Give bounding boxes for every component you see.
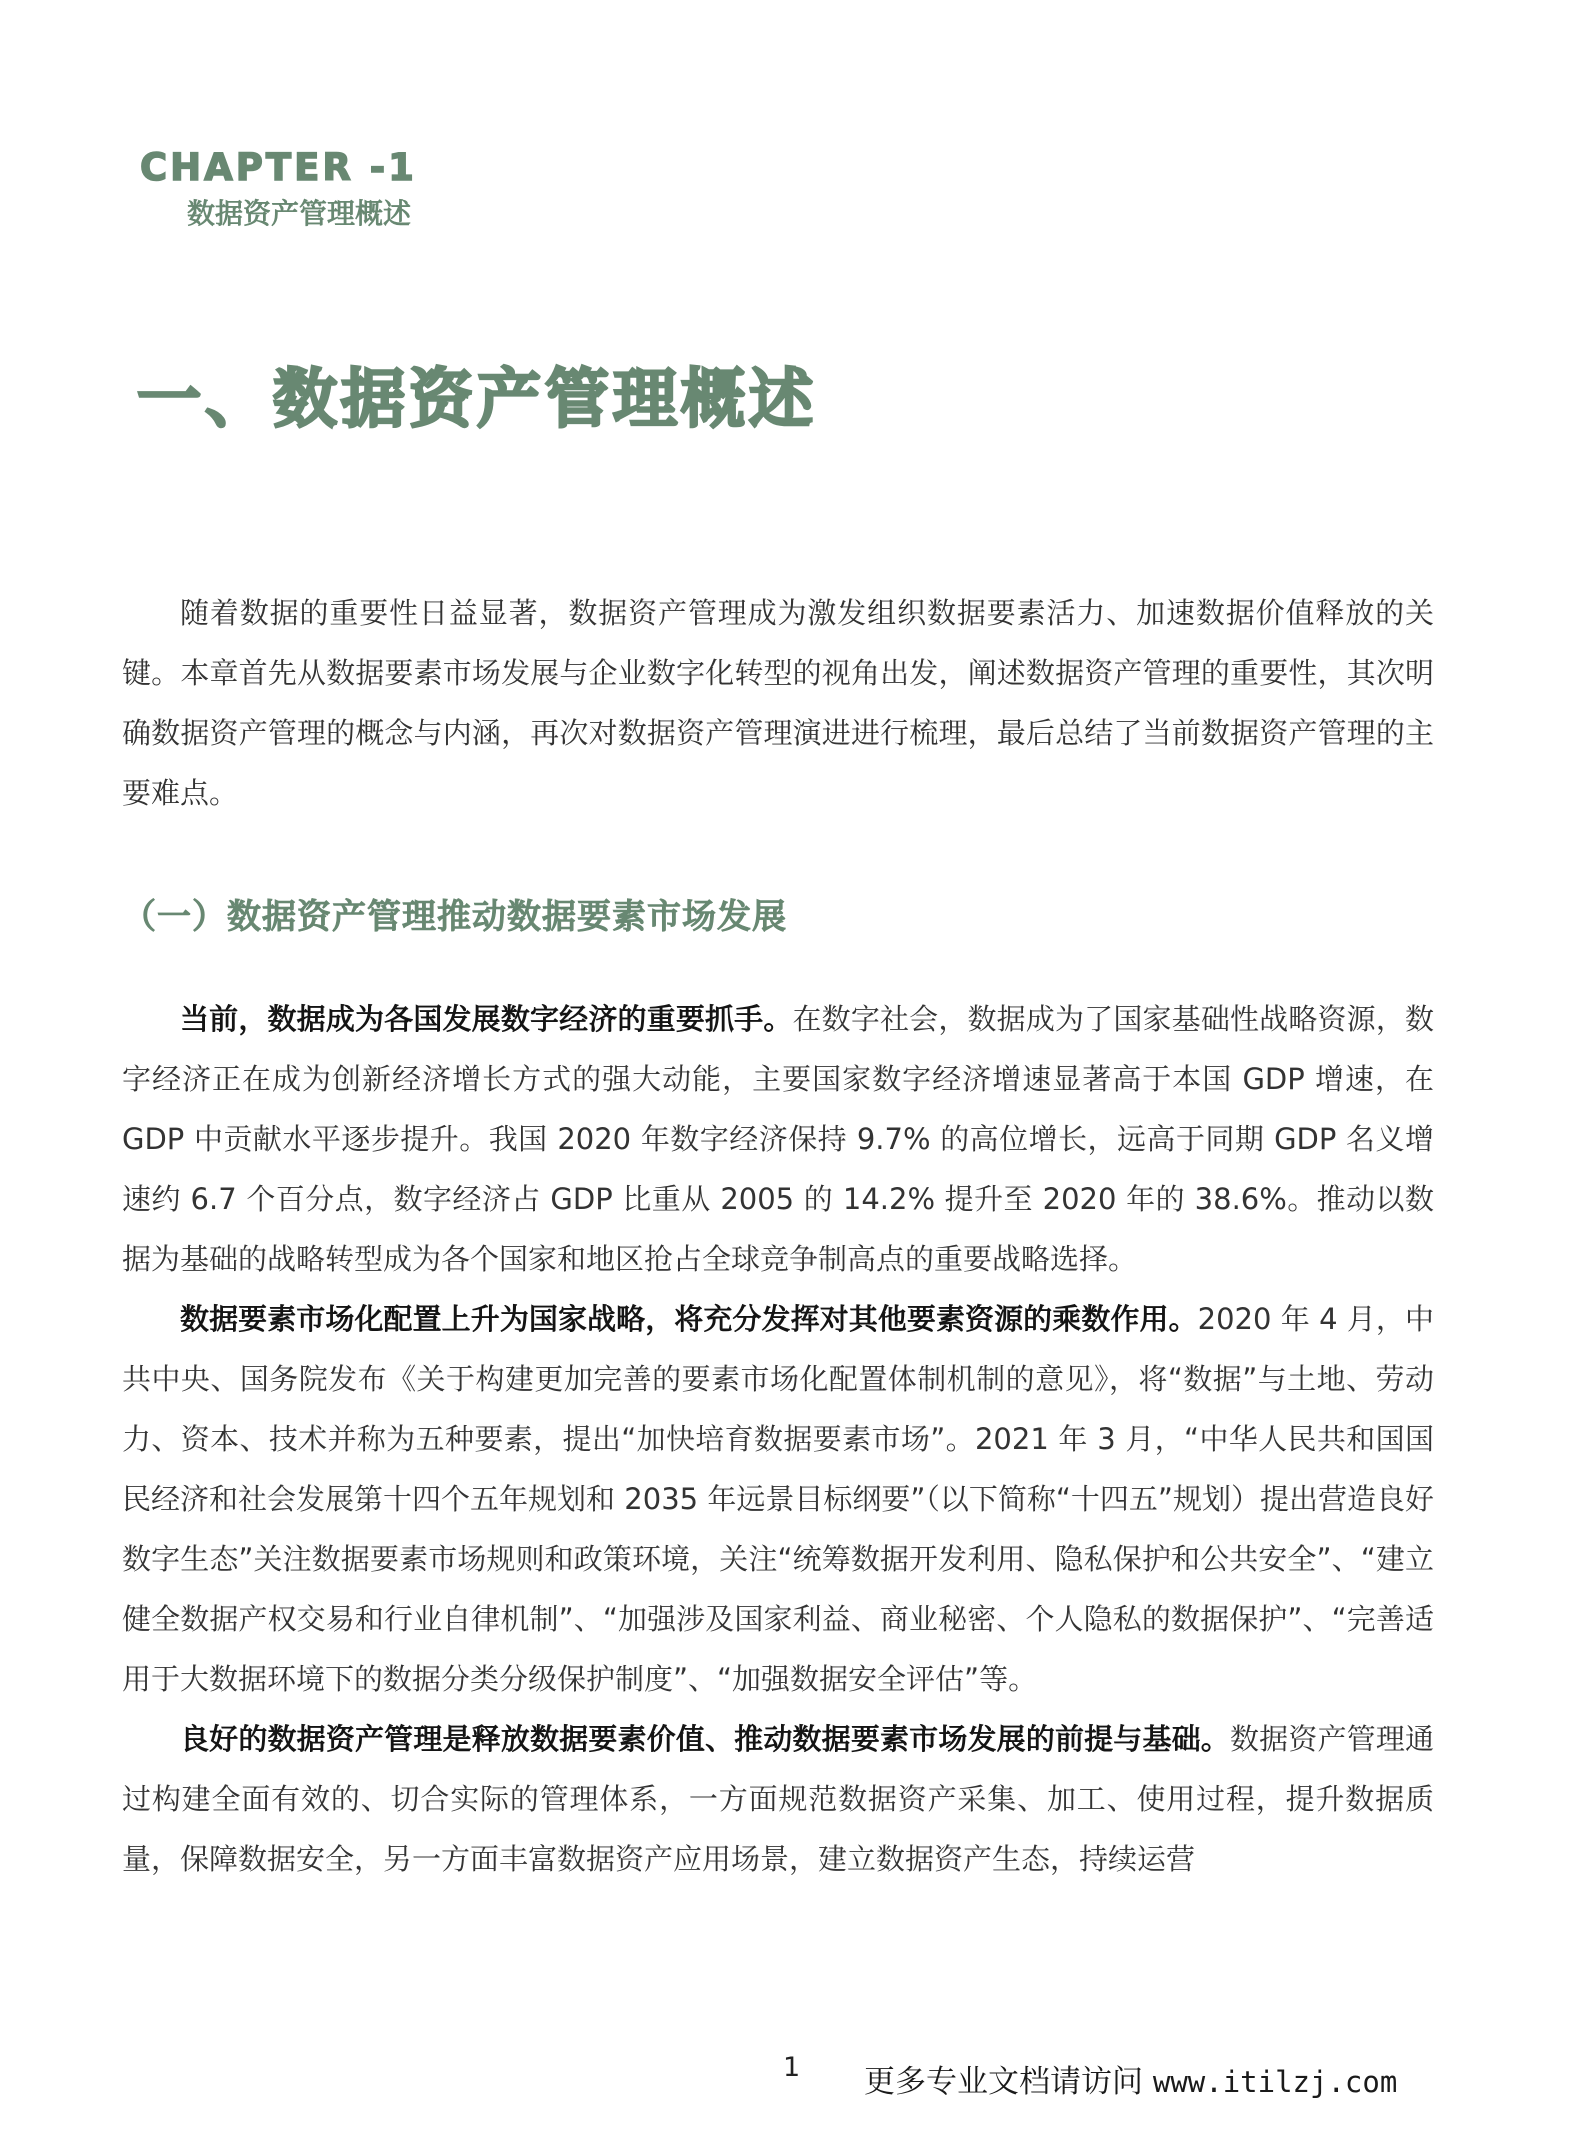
- page-number: 1: [783, 2052, 801, 2083]
- paragraph-1: [122, 989, 1434, 1289]
- intro-paragraph: 随着数据的重要性日益显著，数据资产管理成为激发组织数据要素活力、加速数据价值释放的关键。本章首先从数据要素市场发展与企业数字化转型的视角出发，阐述数据资产管理的重要性，其次明确数据资产管理的概念与内涵，再次对数据资产管理演进进行梳理，最后总结了当前数据资产管理的主要难点。: [122, 596, 1434, 810]
- paragraph-2: [122, 1289, 1434, 1709]
- paragraph-1-lead: 当前，数据成为各国发展数字经济的重要抓手。: [180, 1002, 793, 1036]
- section-heading: （一）数据资产管理推动数据要素市场发展: [122, 897, 787, 937]
- footer-promo: [864, 2056, 1397, 2101]
- chapter-label: CHAPTER -1: [140, 146, 417, 189]
- paragraph-3: [122, 1709, 1434, 1889]
- paragraph-3-body: 数据资产管理通过构建全面有效的、切合实际的管理体系，一方面规范数据资产采集、加工、使用过程，提升数据质量，保障数据安全，另一方面丰富数据资产应用场景，建立数据资产生态，持续运营: [122, 1722, 1434, 1876]
- footer-promo-text: 更多专业文档请访问: [864, 2064, 1153, 2100]
- chapter-subtitle: 数据资产管理概述: [187, 197, 412, 230]
- body-column: [122, 583, 1434, 1889]
- page-title: 一、数据资产管理概述: [137, 363, 817, 437]
- paragraph-2-body: 2020 年 4 月，中共中央、国务院发布《关于构建更加完善的要素市场化配置体制机制的意见》，将“数据”与土地、劳动力、资本、技术并称为五种要素，提出“加快培育数据要素市场”。2021 年 3 月，“中华人民共和国国民经济和社会发展第十四个五年规划和 2035 年远景目标纲要”（以下简称“十四五”规划）提出营造良好数字生态”关注数据要素市场规则和政策环境，关注“统筹数据开发利用、隐私保护和公共安全”、“建立健全数据产权交易和行业自律机制”、“加强涉及国家利益、商业秘密、个人隐私的数据保护”、“完善适用于大数据环境下的数据分类分级保护制度”、“加强数据安全评估”等。: [122, 1302, 1434, 1696]
- paragraph-3-lead: 良好的数据资产管理是释放数据要素价值、推动数据要素市场发展的前提与基础。: [180, 1722, 1230, 1756]
- footer-promo-url: www.itilzj.com: [1152, 2065, 1398, 2099]
- paragraph-1-body: 在数字社会，数据成为了国家基础性战略资源，数字经济正在成为创新经济增长方式的强大动能，主要国家数字经济增速显著高于本国 GDP 增速，在 GDP 中贡献水平逐步提升。我国 2020 年数字经济保持 9.7% 的高位增长，远高于同期 GDP 名义增速约 6.7 个百分点，数字经济占 GDP 比重从 2005 的 14.2% 提升至 2020 年的 38.6%。推动以数据为基础的战略转型成为各个国家和地区抢占全球竞争制高点的重要战略选择。: [122, 1002, 1434, 1276]
- paragraph-2-lead: 数据要素市场化配置上升为国家战略，将充分发挥对其他要素资源的乘数作用。: [180, 1302, 1198, 1336]
